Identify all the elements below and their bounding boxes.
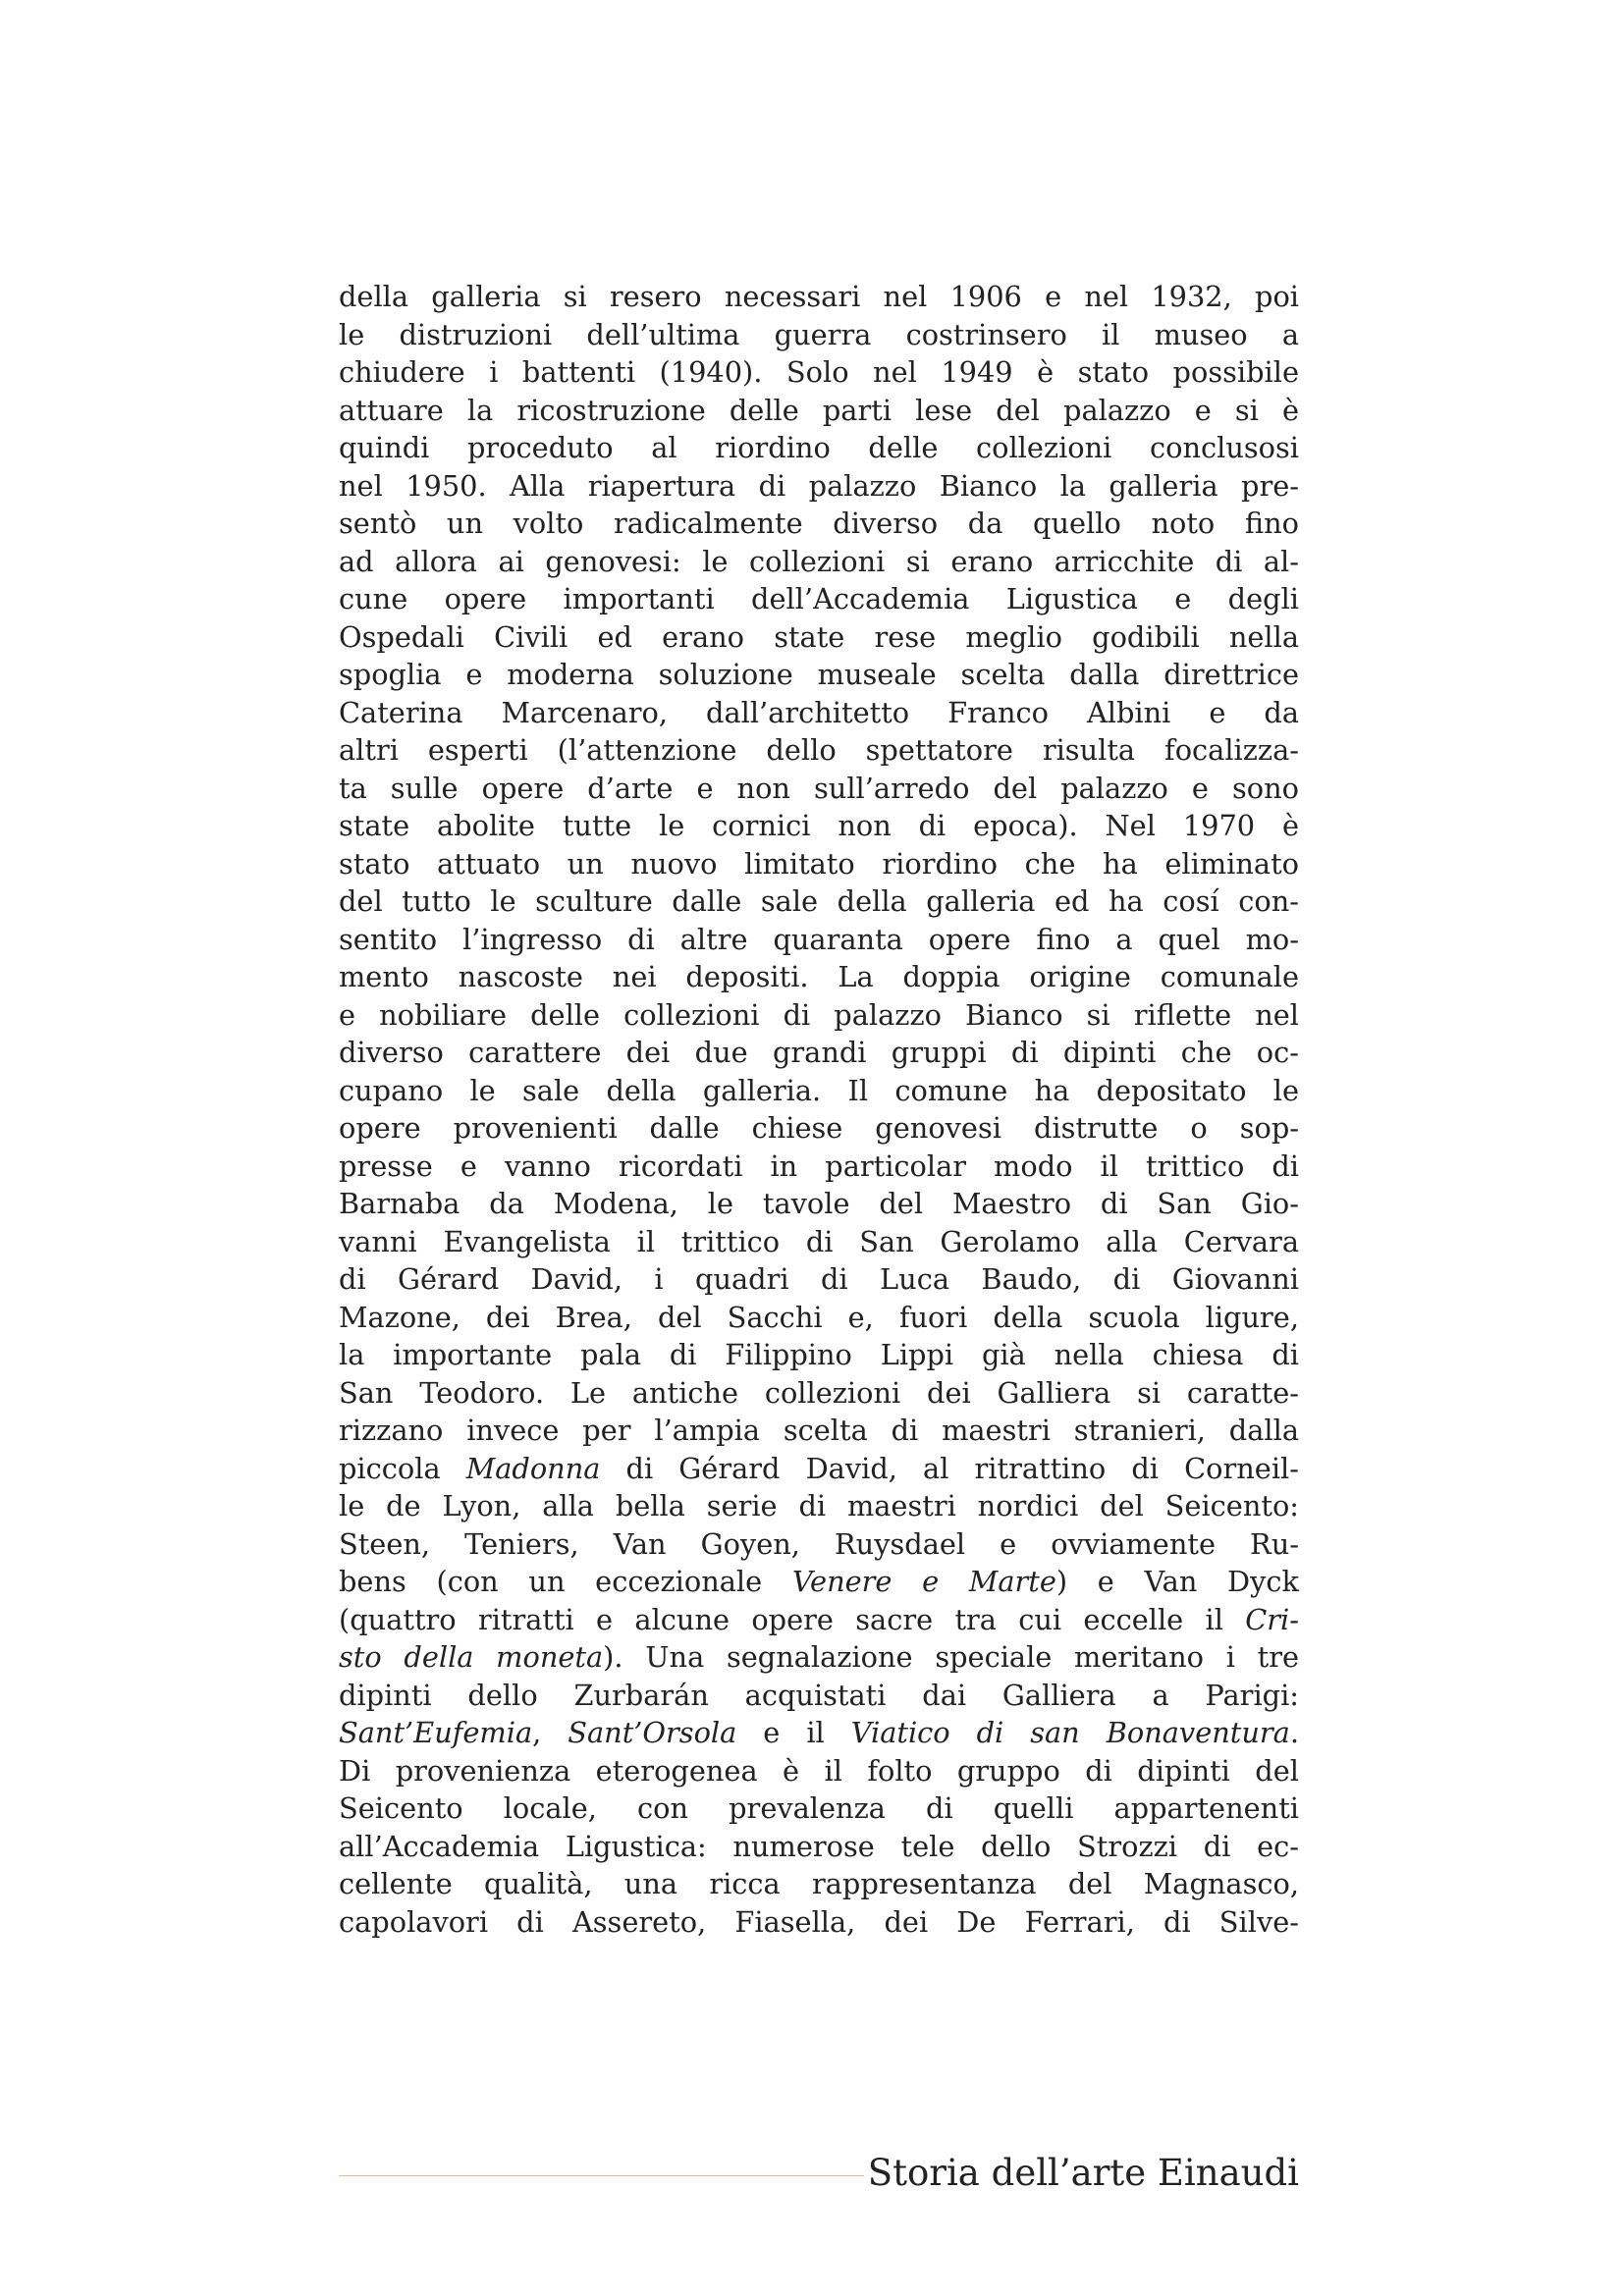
publication-title: Storia dell’arte Einaudi — [867, 2152, 1299, 2194]
body-text — [339, 278, 1299, 1941]
text-line: cellente qualità, una ricca rappresentanza del Magnasco, — [339, 1867, 1299, 1900]
text-line: chiudere i battenti (1940). Solo nel 1949 è stato possibile — [339, 355, 1299, 389]
artwork-title: Sant’Eufemia — [339, 1716, 533, 1749]
text-line: del tutto le sculture dalle sale della galleria ed ha cosí con- — [339, 884, 1299, 918]
text-line: mento nascoste nei depositi. La doppia origine comunale — [339, 960, 1299, 993]
text-line: ad allora ai genovesi: le collezioni si erano arricchite di al- — [339, 544, 1299, 578]
text-line: attuare la ricostruzione delle parti lese del palazzo e si è — [339, 393, 1299, 427]
text-line: Ospedali Civili ed erano state rese meglio godibili nella — [339, 619, 1299, 654]
text-run: piccola — [339, 1451, 466, 1485]
text-line: rizzano invece per l’ampia scelta di maestri stranieri, dalla — [339, 1414, 1299, 1447]
text-line: altri esperti (l’attenzione dello spettatore risulta focalizza- — [339, 733, 1299, 767]
text-line: stato attuato un nuovo limitato riordino che ha eliminato — [339, 846, 1299, 881]
artwork-title: Cri- — [1245, 1602, 1299, 1636]
text-line: all’Accademia Ligustica: numerose tele dello Strozzi di ec- — [339, 1829, 1299, 1863]
text-line — [339, 1450, 1299, 1488]
text-run: (quattro ritratti e alcune opere sacre tra cui eccelle il — [339, 1602, 1246, 1636]
text-run: , — [532, 1716, 568, 1749]
text-line — [339, 1563, 1299, 1601]
text-line: le distruzioni dell’ultima guerra costrinsero il museo a — [339, 317, 1299, 351]
text-line: della galleria si resero necessari nel 1906 e nel 1932, poi — [339, 280, 1299, 313]
footer-divider — [339, 2175, 864, 2176]
text-line: nel 1950. Alla riapertura di palazzo Bianco la galleria pre- — [339, 468, 1299, 503]
text-line: spoglia e moderna soluzione museale scelta dalla direttrice — [339, 658, 1299, 691]
text-run: di Gérard David, al ritrattino di Corneil- — [600, 1451, 1299, 1485]
text-line: presse e vanno ricordati in particolar modo il trittico di — [339, 1148, 1299, 1183]
text-run: ). Una segnalazione speciale meritano i tre — [603, 1640, 1299, 1674]
artwork-title: sto della moneta — [339, 1640, 604, 1674]
artwork-title: Madonna — [465, 1451, 601, 1485]
text-line: sentò un volto radicalmente diverso da quello noto fino — [339, 507, 1299, 540]
text-line: Caterina Marcenaro, dall’architetto Franco Albini e da — [339, 695, 1299, 729]
text-line: Barnaba da Modena, le tavole del Maestro di San Gio- — [339, 1187, 1299, 1220]
text-line: state abolite tutte le cornici non di epoca). Nel 1970 è — [339, 809, 1299, 842]
text-run: . — [1289, 1716, 1299, 1749]
text-line: Mazone, dei Brea, del Sacchi e, fuori della scuola ligure, — [339, 1300, 1299, 1334]
text-line: la importante pala di Filippino Lippi già nella chiesa di — [339, 1338, 1299, 1371]
text-line — [339, 1601, 1299, 1639]
artwork-title: Venere e Marte — [791, 1565, 1056, 1598]
artwork-title: Viatico di san Bonaventura — [850, 1716, 1290, 1749]
text-line: dipinti dello Zurbarán acquistati dai Galliera a Parigi: — [339, 1678, 1299, 1712]
text-line: Steen, Teniers, Van Goyen, Ruysdael e ovviamente Ru- — [339, 1526, 1299, 1561]
text-line — [339, 1638, 1299, 1677]
artwork-title: Sant’Orsola — [568, 1716, 737, 1749]
text-line: diverso carattere dei due grandi gruppi di dipinti che oc- — [339, 1036, 1299, 1069]
text-line: vanni Evangelista il trittico di San Gerolamo alla Cervara — [339, 1224, 1299, 1258]
text-line: cupano le sale della galleria. Il comune ha depositato le — [339, 1073, 1299, 1107]
text-run: bens (con un eccezionale — [339, 1565, 792, 1598]
text-line: capolavori di Assereto, Fiasella, dei De Ferrari, di Silve- — [339, 1904, 1299, 1939]
text-run: ) e Van Dyck — [1055, 1565, 1299, 1598]
text-line: opere provenienti dalle chiese genovesi distrutte o sop- — [339, 1111, 1299, 1145]
text-line: e nobiliare delle collezioni di palazzo Bianco si riflette nel — [339, 997, 1299, 1032]
text-line: Di provenienza eterogenea è il folto gruppo di dipinti del — [339, 1753, 1299, 1788]
text-line — [339, 1714, 1299, 1752]
text-line: sentito l’ingresso di altre quaranta opere fino a quel mo- — [339, 922, 1299, 956]
text-line: Seicento locale, con prevalenza di quelli appartenenti — [339, 1791, 1299, 1825]
text-line: quindi proceduto al riordino delle collezioni conclusosi — [339, 431, 1299, 464]
text-line: ta sulle opere d’arte e non sull’arredo del palazzo e sono — [339, 771, 1299, 805]
text-line: le de Lyon, alla bella serie di maestri nordici del Seicento: — [339, 1489, 1299, 1522]
text-line: di Gérard David, i quadri di Luca Baudo, di Giovanni — [339, 1262, 1299, 1296]
text-line: San Teodoro. Le antiche collezioni dei Galliera si caratte- — [339, 1375, 1299, 1410]
text-run: e il — [736, 1716, 851, 1749]
text-line: cune opere importanti dell’Accademia Ligustica e degli — [339, 582, 1299, 615]
